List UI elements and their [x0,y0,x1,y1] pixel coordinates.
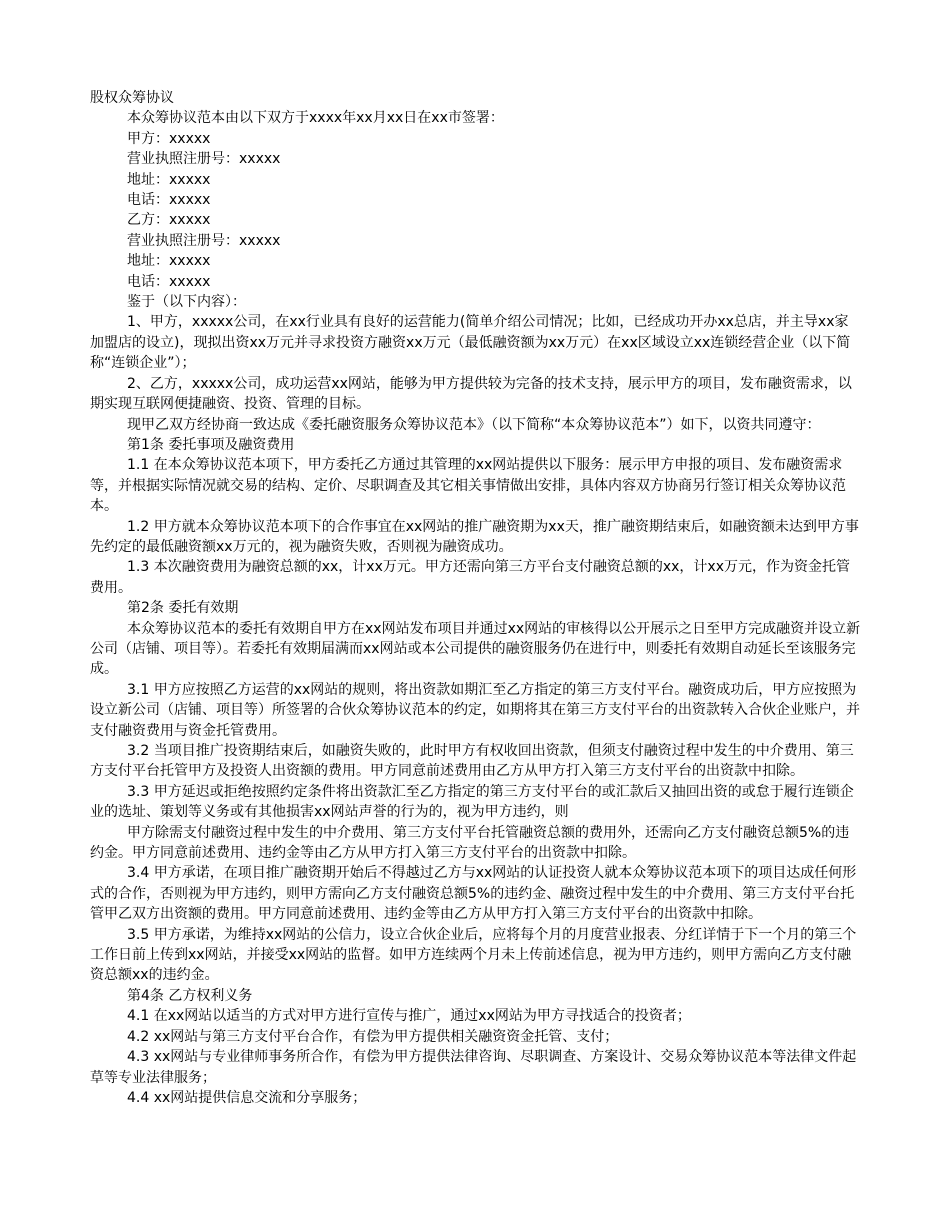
party-b-license: 营业执照注册号：xxxxx [127,232,281,249]
clause-1-1: 1.1 在本众筹协议范本项下，甲方委托乙方通过其管理的xx网站提供以下服务：展示甲方申报的项目、发布融资需求等，并根据实际情况就交易的结构、定价、尽职调查及其它相关事情做出安排，具体内容双方协商另行签订相关众筹协议范本。 [90,457,846,515]
agreement-preamble: 现甲乙双方经协商一致达成《委托融资服务众筹协议范本》（以下简称“本众筹协议范本”）如下，以资共同遵守： [127,416,821,433]
intro-paragraph: 本众筹协议范本由以下双方于xxxx年xx月xx日在xx市签署： [127,110,504,127]
party-b-address: 地址：xxxxx [127,253,211,270]
document-body [90,88,862,1108]
party-a-phone: 电话：xxxxx [127,192,211,209]
party-a-name: 甲方：xxxxx [127,130,211,147]
clause-4-2: 4.2 xx网站与第三方支付平台合作，有偿为甲方提供相关融资资金托管、支付； [127,1028,619,1045]
party-b-name: 乙方：xxxxx [127,212,211,229]
party-a-license: 营业执照注册号：xxxxx [127,151,281,168]
clause-1-2: 1.2 甲方就本众筹协议范本项下的合作事宜在xx网站的推广融资期为xx天，推广融资期结束后，如融资额未达到甲方事先约定的最低融资额xx万元的，视为融资失败，否则视为融资成功。 [90,518,859,555]
whereas-item-2: 2、乙方，xxxxx公司，成功运营xx网站，能够为甲方提供较为完备的技术支持，展示甲方的项目，发布融资需求，以期实现互联网便捷融资、投资、管理的目标。 [90,375,852,413]
clause-4-4: 4.4 xx网站提供信息交流和分享服务； [127,1089,367,1106]
article-2-body: 本众筹协议范本的委托有效期自甲方在xx网站发布项目并通过xx网站的审核得以公开展示之日至甲方完成融资并设立新公司（店铺、项目等）。若委托有效期届满而xx网站或本公司提供的融资服务仍在进行中，则委托有效期自动延长至该服务完成。 [90,620,861,678]
clause-3-3-continued: 甲方除需支付融资过程中发生的中介费用、第三方支付平台托管融资总额的费用外，还需向乙方支付融资总额5%的违约金。甲方同意前述费用、违约金等由乙方从甲方打入第三方支付平台的出资款中扣除。 [90,824,850,862]
clause-4-3: 4.3 xx网站与专业律师事务所合作，有偿为甲方提供法律咨询、尽职调查、方案设计、交易众筹协议范本等法律文件起草等专业法律服务； [90,1049,857,1086]
article-2-heading: 第2条 委托有效期 [127,600,239,617]
party-a-address: 地址：xxxxx [127,171,211,188]
article-4-heading: 第4条 乙方权利义务 [127,987,253,1004]
clause-1-3: 1.3 本次融资费用为融资总额的xx，计xx万元。甲方还需向第三方平台支付融资总额的xx，计xx万元，作为资金托管费用。 [90,559,850,596]
article-1-heading: 第1条 委托事项及融资费用 [127,436,295,453]
whereas-heading: 鉴于（以下内容）： [127,294,246,311]
clause-3-3: 3.3 甲方延迟或拒绝按照约定条件将出资款汇至乙方指定的第三方支付平台的或汇款后又抽回出资的或怠于履行连锁企业的选址、策划等义务或有其他损害xx网站声誉的行为的，视为甲方违约，则 [90,783,854,821]
document-title: 股权众筹协议 [90,90,174,106]
clause-3-5: 3.5 甲方承诺，为维持xx网站的公信力，设立合伙企业后，应将每个月的月度营业报表、分红详情于下一个月的第三个工作日前上传到xx网站，并接受xx网站的监督。如甲方连续两个月未上传前述信息，视为甲方违约，则甲方需向乙方支付融资总额xx的违约金。 [90,926,857,984]
whereas-item-1: 1、甲方，xxxxx公司，在xx行业具有良好的运营能力(简单介绍公司情况；比如，已经成功开办xx总店，并主导xx家加盟店的设立)，现拟出资xx万元并寻求投资方融资xx万元（最低融资额为xx万元）在xx区域设立xx连锁经营企业（以下简称“连锁企业”）； [90,314,851,372]
clause-4-1: 4.1 在xx网站以适当的方式对甲方进行宣传与推广，通过xx网站为甲方寻找适合的投资者； [127,1008,691,1025]
party-b-phone: 电话：xxxxx [127,273,211,290]
clause-3-4: 3.4 甲方承诺，在项目推广融资期开始后不得越过乙方与xx网站的认证投资人就本众筹协议范本项下的项目达成任何形式的合作，否则视为甲方违约，则甲方需向乙方支付融资总额5%的违约金、融资过程中发生的中介费用、第三方支付平台托管甲乙双方出资额的费用。甲方同意前述费用、违约金等由乙方从甲方打入第三方支付平台的出资款中扣除。 [90,865,857,923]
clause-3-2: 3.2 当项目推广投资期结束后，如融资失败的，此时甲方有权收回出资款，但须支付融资过程中发生的中介费用、第三方支付平台托管甲方及投资人出资额的费用。甲方同意前述费用由乙方从甲方打入第三方支付平台的出资款中扣除。 [90,743,854,780]
clause-3-1: 3.1 甲方应按照乙方运营的xx网站的规则，将出资款如期汇至乙方指定的第三方支付平台。融资成功后，甲方应按照为设立新公司（店铺、项目等）所签署的合伙众筹协议范本的约定，如期将其在第三方支付平台的出资款转入合伙企业账户，并支付融资费用与资金托管费用。 [90,681,860,739]
